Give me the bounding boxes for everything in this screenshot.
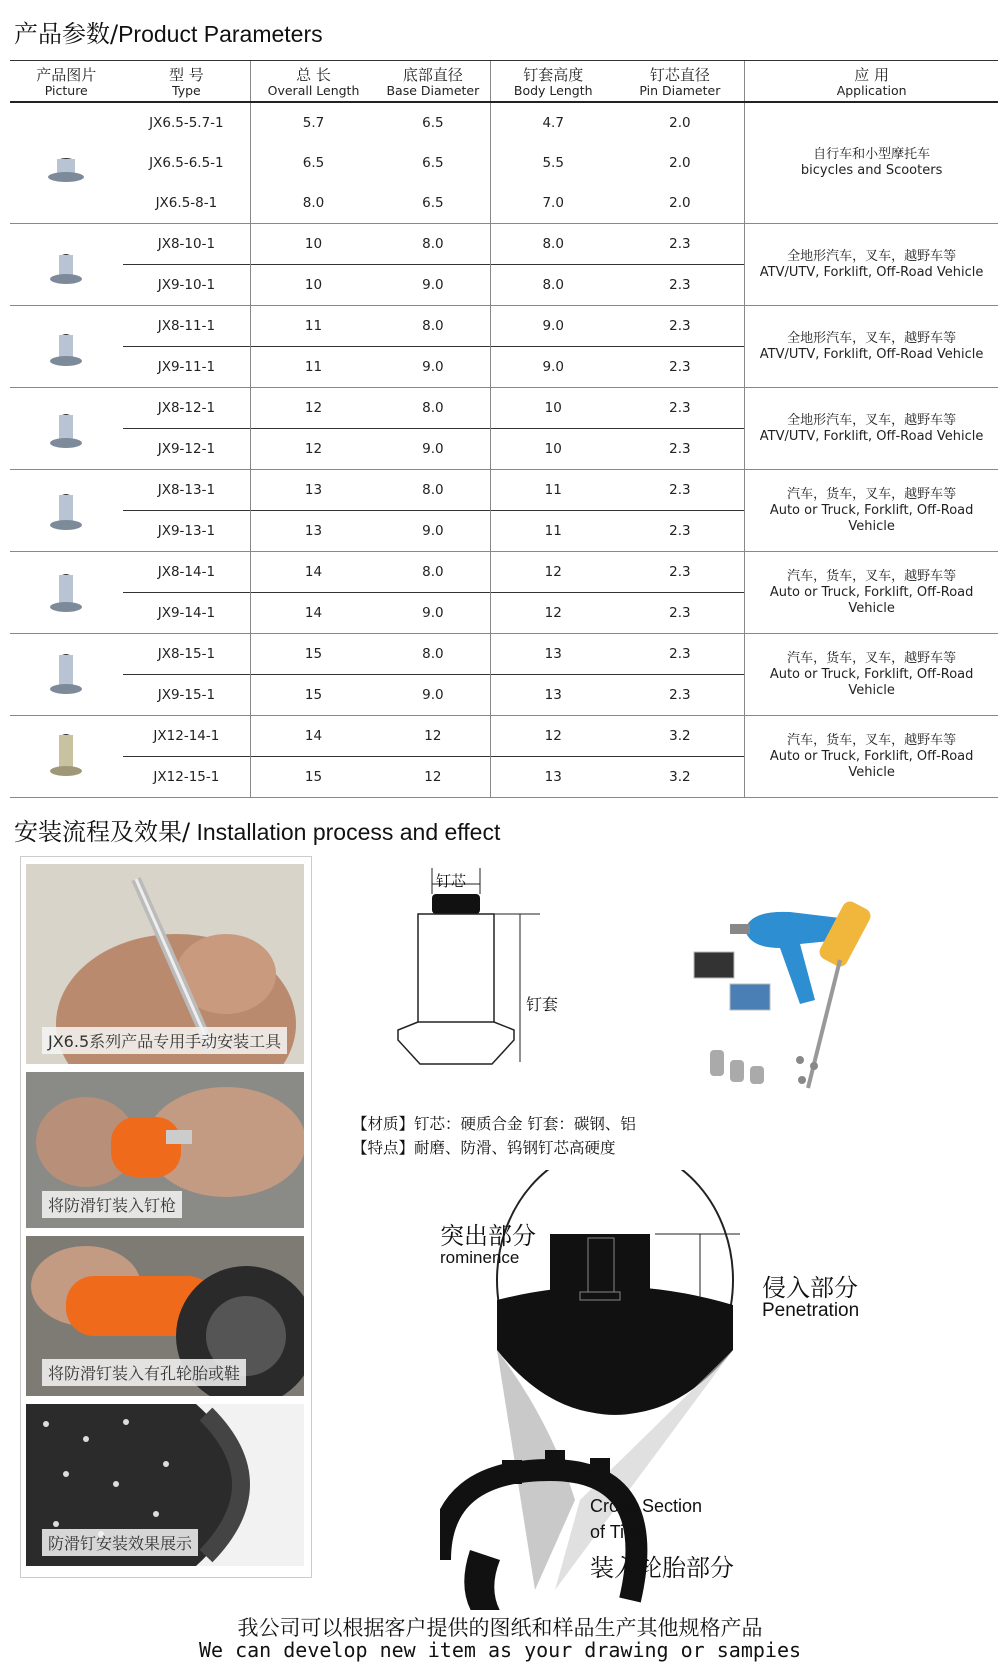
section-title-installation (14, 812, 500, 847)
photo-result (26, 1404, 304, 1566)
type-cell: JX9-13-1 (123, 511, 251, 552)
application-cell (745, 102, 998, 224)
header-en: Picture (44, 83, 88, 98)
base-diameter-cell: 8.0 (376, 634, 491, 675)
application-cell (745, 470, 998, 552)
cross-section-line2: of Tire (590, 1522, 641, 1542)
stud-picture (36, 645, 96, 705)
table-row (10, 306, 998, 347)
overall-length-cell: 15 (251, 675, 376, 716)
type-cell: JX6.5-5.7-1 (123, 102, 251, 143)
base-diameter-cell: 8.0 (376, 388, 491, 429)
body-length-cell: 12 (490, 593, 615, 634)
header-cn: 应 用 (854, 66, 889, 84)
type-cell: JX9-11-1 (123, 347, 251, 388)
type-cell: JX8-12-1 (123, 388, 251, 429)
overall-length-cell: 11 (251, 347, 376, 388)
picture-cell (10, 306, 123, 388)
overall-length-cell: 13 (251, 470, 376, 511)
section-title-cn: 产品参数/ (14, 20, 119, 48)
feature-text: 【特点】耐磨、防滑、钨钢钉芯高硬度 (352, 1139, 616, 1157)
tools-image (690, 890, 950, 1120)
picture-cell (10, 470, 123, 552)
stud-diagram (380, 862, 560, 1072)
body-length-cell: 13 (490, 675, 615, 716)
header-cell (745, 61, 998, 103)
type-cell: JX8-13-1 (123, 470, 251, 511)
body-length-cell: 10 (490, 429, 615, 470)
pin-diameter-cell: 2.3 (616, 388, 745, 429)
picture-cell (10, 634, 123, 716)
application-en: ATV/UTV, Forklift, Off-Road Vehicle (759, 264, 984, 280)
header-en: Pin Diameter (639, 83, 721, 98)
prominence-cn: 突出部分 (440, 1222, 536, 1250)
pin-diameter-cell: 2.3 (616, 470, 745, 511)
footer-cn: 我公司可以根据客户提供的图纸和样品生产其他规格产品 (237, 1616, 763, 1640)
table-row (10, 224, 998, 265)
header-cell (616, 61, 745, 103)
pin-label: 钉芯 (436, 872, 467, 890)
stud-picture (36, 563, 96, 623)
base-diameter-cell: 8.0 (376, 552, 491, 593)
table-row (10, 388, 998, 429)
base-diameter-cell: 6.5 (422, 195, 444, 211)
header-cell (251, 61, 376, 103)
photo-caption: 将防滑钉装入有孔轮胎或鞋 (42, 1359, 246, 1386)
overall-length-cell: 11 (251, 306, 376, 347)
type-cell: JX8-10-1 (123, 224, 251, 265)
base-diameter-cell: 6.5 (376, 102, 491, 143)
application-cell (745, 306, 998, 388)
type-cell: JX9-14-1 (123, 593, 251, 634)
body-length-cell: 11 (490, 511, 615, 552)
header-cn: 底部直径 (402, 66, 463, 84)
cross-section-line1: Cross Section (590, 1496, 703, 1516)
penetration-en: Penetration (762, 1300, 860, 1321)
photo-load-gun (26, 1072, 304, 1228)
application-cn: 汽车，货车，叉车，越野车等 (787, 568, 957, 584)
pin-diameter-cell: 2.3 (616, 552, 745, 593)
application-en: ATV/UTV, Forklift, Off-Road Vehicle (759, 428, 984, 444)
photo-caption: 将防滑钉装入钉枪 (42, 1191, 182, 1218)
pin-diameter-cell: 2.3 (616, 224, 745, 265)
type-cell: JX9-15-1 (123, 675, 251, 716)
body-length-cell: 8.0 (490, 224, 615, 265)
type-cell: JX12-15-1 (123, 757, 251, 798)
type-cell: JX6.5-6.5-1 (149, 155, 224, 171)
stud-picture (36, 317, 96, 377)
body-length-cell: 13 (490, 757, 615, 798)
stud-picture (36, 235, 96, 295)
type-cell: JX8-11-1 (123, 306, 251, 347)
table-row (10, 470, 998, 511)
overall-length-cell: 14 (251, 716, 376, 757)
table-row (10, 552, 998, 593)
base-diameter-cell: 6.5 (422, 155, 444, 171)
header-en: Body Length (513, 83, 593, 98)
penetration-cn: 侵入部分 (762, 1274, 858, 1302)
overall-length-cell: 15 (251, 757, 376, 798)
picture-cell (10, 716, 123, 798)
header-en: Overall Length (267, 83, 360, 98)
photo-caption: 防滑钉安装效果展示 (42, 1529, 198, 1556)
type-cell: JX8-15-1 (123, 634, 251, 675)
body-length-cell: 12 (490, 552, 615, 593)
overall-length-cell: 12 (251, 388, 376, 429)
application-en: Auto or Truck, Forklift, Off-Road Vehicle (769, 666, 974, 698)
section-title-en: Product Parameters (118, 21, 323, 47)
application-en: ATV/UTV, Forklift, Off-Road Vehicle (759, 346, 984, 362)
base-diameter-cell: 9.0 (376, 429, 491, 470)
cross-section-cn: 装入轮胎部分 (590, 1554, 734, 1582)
application-cell (745, 716, 998, 798)
base-diameter-cell: 9.0 (376, 675, 491, 716)
header-en: Type (172, 83, 201, 98)
body-length-cell: 7.0 (490, 183, 615, 224)
overall-length-cell: 14 (251, 552, 376, 593)
application-cell (745, 224, 998, 306)
pin-diameter-cell: 3.2 (616, 757, 745, 798)
pin-diameter-cell: 2.3 (616, 593, 745, 634)
application-en: Auto or Truck, Forklift, Off-Road Vehicle (769, 584, 974, 616)
header-cell (10, 61, 123, 103)
type-cell: JX9-12-1 (123, 429, 251, 470)
picture-cell (10, 552, 123, 634)
header-cell (490, 61, 615, 103)
header-cn: 产品图片 (36, 66, 97, 84)
photo-manual-tool (26, 864, 304, 1064)
pin-diameter-cell: 2.3 (616, 347, 745, 388)
pin-diameter-cell: 2.0 (616, 102, 745, 143)
overall-length-cell: 14 (251, 593, 376, 634)
pin-diameter-cell: 2.3 (616, 511, 745, 552)
header-en: Base Diameter (386, 83, 480, 98)
application-cn: 全地形汽车，叉车，越野车等 (787, 330, 957, 346)
header-cell (123, 61, 251, 103)
application-en: Auto or Truck, Forklift, Off-Road Vehicle (769, 502, 974, 534)
application-cell (745, 634, 998, 716)
section-title-en: Installation process and effect (190, 819, 501, 845)
picture-cell (10, 388, 123, 470)
body-label: 钉套 (526, 995, 559, 1014)
photo-caption: JX6.5系列产品专用手动安装工具 (42, 1027, 287, 1054)
header-cn: 钉芯直径 (649, 66, 710, 84)
body-length-cell: 4.7 (490, 102, 615, 143)
overall-length-cell: 12 (251, 429, 376, 470)
pin-diameter-cell: 2.0 (669, 155, 691, 171)
type-cell: JX6.5-8-1 (155, 195, 218, 211)
application-cell (745, 388, 998, 470)
application-cn: 全地形汽车，叉车，越野车等 (787, 412, 957, 428)
body-length-cell: 10 (490, 388, 615, 429)
pin-diameter-cell: 2.3 (616, 306, 745, 347)
overall-length-cell: 15 (251, 634, 376, 675)
footer-en: We can develop new item as your drawing or sampies (198, 1638, 802, 1662)
overall-length-cell: 6.5 (251, 143, 376, 183)
application-en: bicycles and Scooters (800, 163, 943, 178)
base-diameter-cell: 9.0 (376, 265, 491, 306)
base-diameter-cell: 8.0 (376, 224, 491, 265)
header-cn: 钉套高度 (523, 66, 584, 84)
pin-diameter-cell: 2.3 (616, 634, 745, 675)
stud-picture (36, 133, 96, 193)
type-cell: JX9-10-1 (123, 265, 251, 306)
application-cn: 自行车和小型摩托车 (813, 147, 931, 162)
base-diameter-cell: 12 (376, 757, 491, 798)
table-header-row (10, 61, 998, 103)
body-length-cell: 5.5 (490, 143, 615, 183)
header-cn: 总 长 (296, 66, 331, 84)
base-diameter-cell: 9.0 (376, 511, 491, 552)
base-diameter-cell: 9.0 (376, 593, 491, 634)
base-diameter-cell: 12 (376, 716, 491, 757)
stud-picture (36, 727, 96, 787)
body-length-cell: 13 (490, 634, 615, 675)
body-length-cell: 8.0 (490, 265, 615, 306)
body-length-cell: 9.0 (490, 306, 615, 347)
application-cn: 全地形汽车，叉车，越野车等 (787, 248, 957, 264)
header-cell (376, 61, 491, 103)
application-cn: 汽车，货车，叉车，越野车等 (787, 650, 957, 666)
photo-install-tire (26, 1236, 304, 1396)
type-cell: JX12-14-1 (123, 716, 251, 757)
base-diameter-cell: 8.0 (376, 306, 491, 347)
application-cn: 汽车，货车，叉车，越野车等 (787, 732, 957, 748)
body-length-cell: 9.0 (490, 347, 615, 388)
section-title-cn: 安装流程及效果/ (14, 818, 191, 846)
base-diameter-cell: 9.0 (376, 347, 491, 388)
base-diameter-cell: 8.0 (376, 470, 491, 511)
stud-picture (36, 399, 96, 459)
picture-cell (10, 224, 123, 306)
header-cn: 型 号 (169, 66, 204, 84)
body-length-cell: 11 (490, 470, 615, 511)
picture-cell (10, 102, 123, 224)
table-row (10, 634, 998, 675)
pin-diameter-cell: 2.0 (669, 195, 691, 211)
header-en: Application (836, 83, 907, 98)
application-cell (745, 552, 998, 634)
type-cell: JX8-14-1 (123, 552, 251, 593)
overall-length-cell: 10 (251, 265, 376, 306)
table-row (10, 716, 998, 757)
table-row (10, 102, 998, 143)
application-en: Auto or Truck, Forklift, Off-Road Vehicle (769, 748, 974, 780)
pin-diameter-cell: 2.3 (616, 429, 745, 470)
overall-length-cell: 10 (251, 224, 376, 265)
section-title-parameters (14, 14, 323, 49)
stud-picture (36, 481, 96, 541)
parameters-table (10, 60, 998, 798)
overall-length-cell: 13 (251, 511, 376, 552)
pin-diameter-cell: 2.3 (616, 265, 745, 306)
material-text: 【材质】钉芯：硬质合金 钉套：碳钢、铝 (352, 1115, 636, 1133)
overall-length-cell: 8.0 (251, 183, 376, 224)
pin-diameter-cell: 2.3 (616, 675, 745, 716)
body-length-cell: 12 (490, 716, 615, 757)
application-cn: 汽车，货车，叉车，越野车等 (787, 486, 957, 502)
pin-diameter-cell: 3.2 (616, 716, 745, 757)
overall-length-cell: 5.7 (251, 102, 376, 143)
prominence-en: rominence (440, 1248, 520, 1267)
